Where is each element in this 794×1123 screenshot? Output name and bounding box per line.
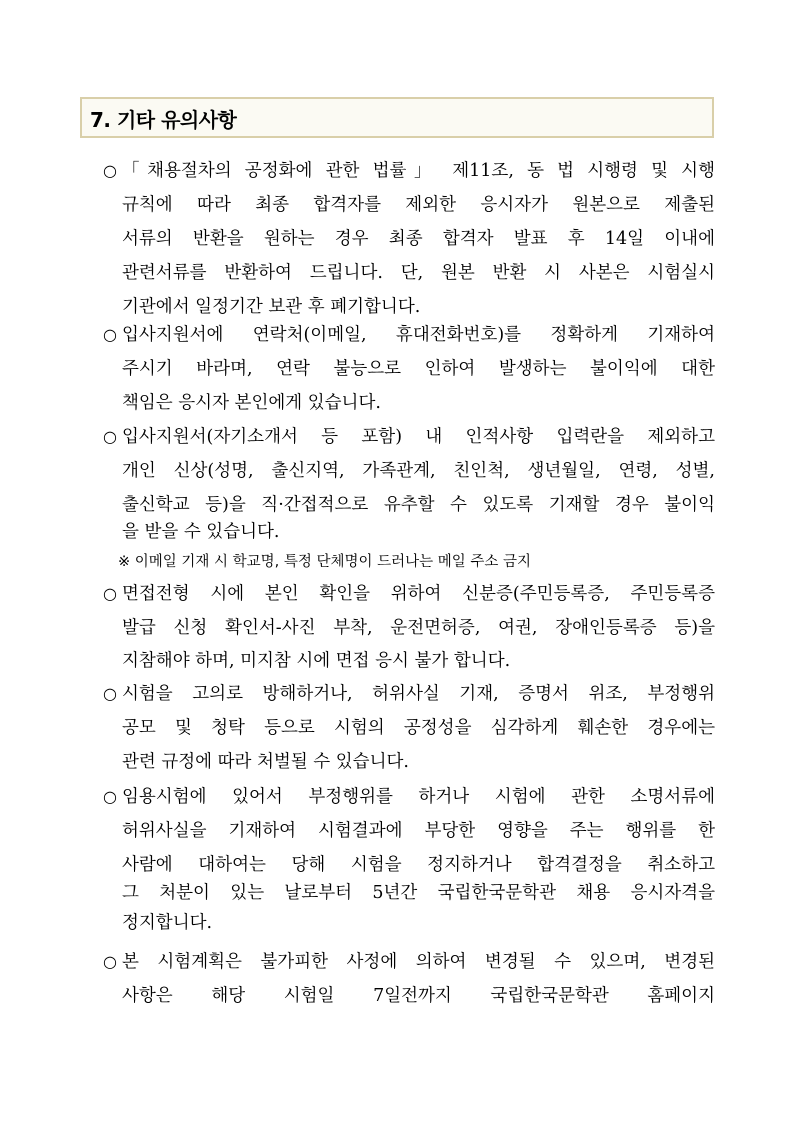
item-line: 허위사실을 기재하여 시험결과에 부당한 영향을 주는 행위를 한 [122, 821, 715, 841]
bullet-circle-icon: ○ [103, 684, 117, 703]
item-line: 주시기 바라며, 연락 불능으로 인하여 발생하는 불이익에 대한 [122, 359, 715, 379]
item-line: 을 받을 수 있습니다. [122, 522, 280, 542]
item-line: 공모 및 청탁 등으로 시험의 공정성을 심각하게 훼손한 경우에는 [122, 718, 715, 738]
item-line: 지참해야 하며, 미지참 시에 면접 응시 불가 합니다. [122, 651, 511, 671]
item-line: 사항은 해당 시험일 7일전까지 국립한국문학관 홈페이지 [122, 986, 715, 1006]
note-text: ※ 이메일 기재 시 학교명, 특정 단체명이 드러나는 메일 주소 금지 [118, 554, 532, 570]
bullet-circle-icon: ○ [103, 427, 117, 446]
item-line: 그 처분이 있는 날로부터 5년간 국립한국문학관 채용 응시자격을 [122, 883, 715, 903]
item-line: 입사지원서(자기소개서 등 포함) 내 인적사항 입력란을 제외하고 [122, 427, 715, 447]
item-line: 규칙에 따라 최종 합격자를 제외한 응시자가 원본으로 제출된 [122, 195, 715, 215]
item-line: 발급 신청 확인서-사진 부착, 운전면허증, 여권, 장애인등록증 등)을 [122, 618, 715, 638]
item-line: 기관에서 일정기간 보관 후 폐기합니다. [122, 297, 421, 317]
item-line: 본 시험계획은 불가피한 사정에 의하여 변경될 수 있으며, 변경된 [122, 952, 715, 972]
bullet-circle-icon: ○ [103, 161, 117, 180]
item-line: 「채용절차의 공정화에 관한 법률」 제11조, 동 법 시행령 및 시행 [122, 161, 715, 181]
bullet-circle-icon: ○ [103, 584, 117, 603]
item-line: 관련서류를 반환하여 드립니다. 단, 원본 반환 시 사본은 시험실시 [122, 263, 715, 283]
item-line: 책임은 응시자 본인에게 있습니다. [122, 393, 381, 413]
item-line: 임용시험에 있어서 부정행위를 하거나 시험에 관한 소명서류에 [122, 787, 715, 807]
item-line: 정지합니다. [122, 913, 213, 933]
section-header [80, 97, 714, 138]
item-line: 개인 신상(성명, 출신지역, 가족관계, 친인척, 생년월일, 연령, 성별, [122, 461, 715, 481]
item-line: 입사지원서에 연락처(이메일, 휴대전화번호)를 정확하게 기재하여 [122, 325, 715, 345]
section-title: 7. 기타 유의사항 [90, 108, 237, 132]
item-line: 출신학교 등)을 직·간접적으로 유추할 수 있도록 기재할 경우 불이익 [122, 495, 715, 515]
bullet-circle-icon: ○ [103, 325, 117, 344]
item-line: 면접전형 시에 본인 확인을 위하여 신분증(주민등록증, 주민등록증 [122, 584, 715, 604]
bullet-circle-icon: ○ [103, 952, 117, 971]
item-line: 시험을 고의로 방해하거나, 허위사실 기재, 증명서 위조, 부정행위 [122, 684, 715, 704]
item-line: 서류의 반환을 원하는 경우 최종 합격자 발표 후 14일 이내에 [122, 229, 715, 249]
bullet-circle-icon: ○ [103, 787, 117, 806]
item-line: 사람에 대하여는 당해 시험을 정지하거나 합격결정을 취소하고 [122, 855, 715, 875]
item-line: 관련 규정에 따라 처벌될 수 있습니다. [122, 752, 409, 772]
